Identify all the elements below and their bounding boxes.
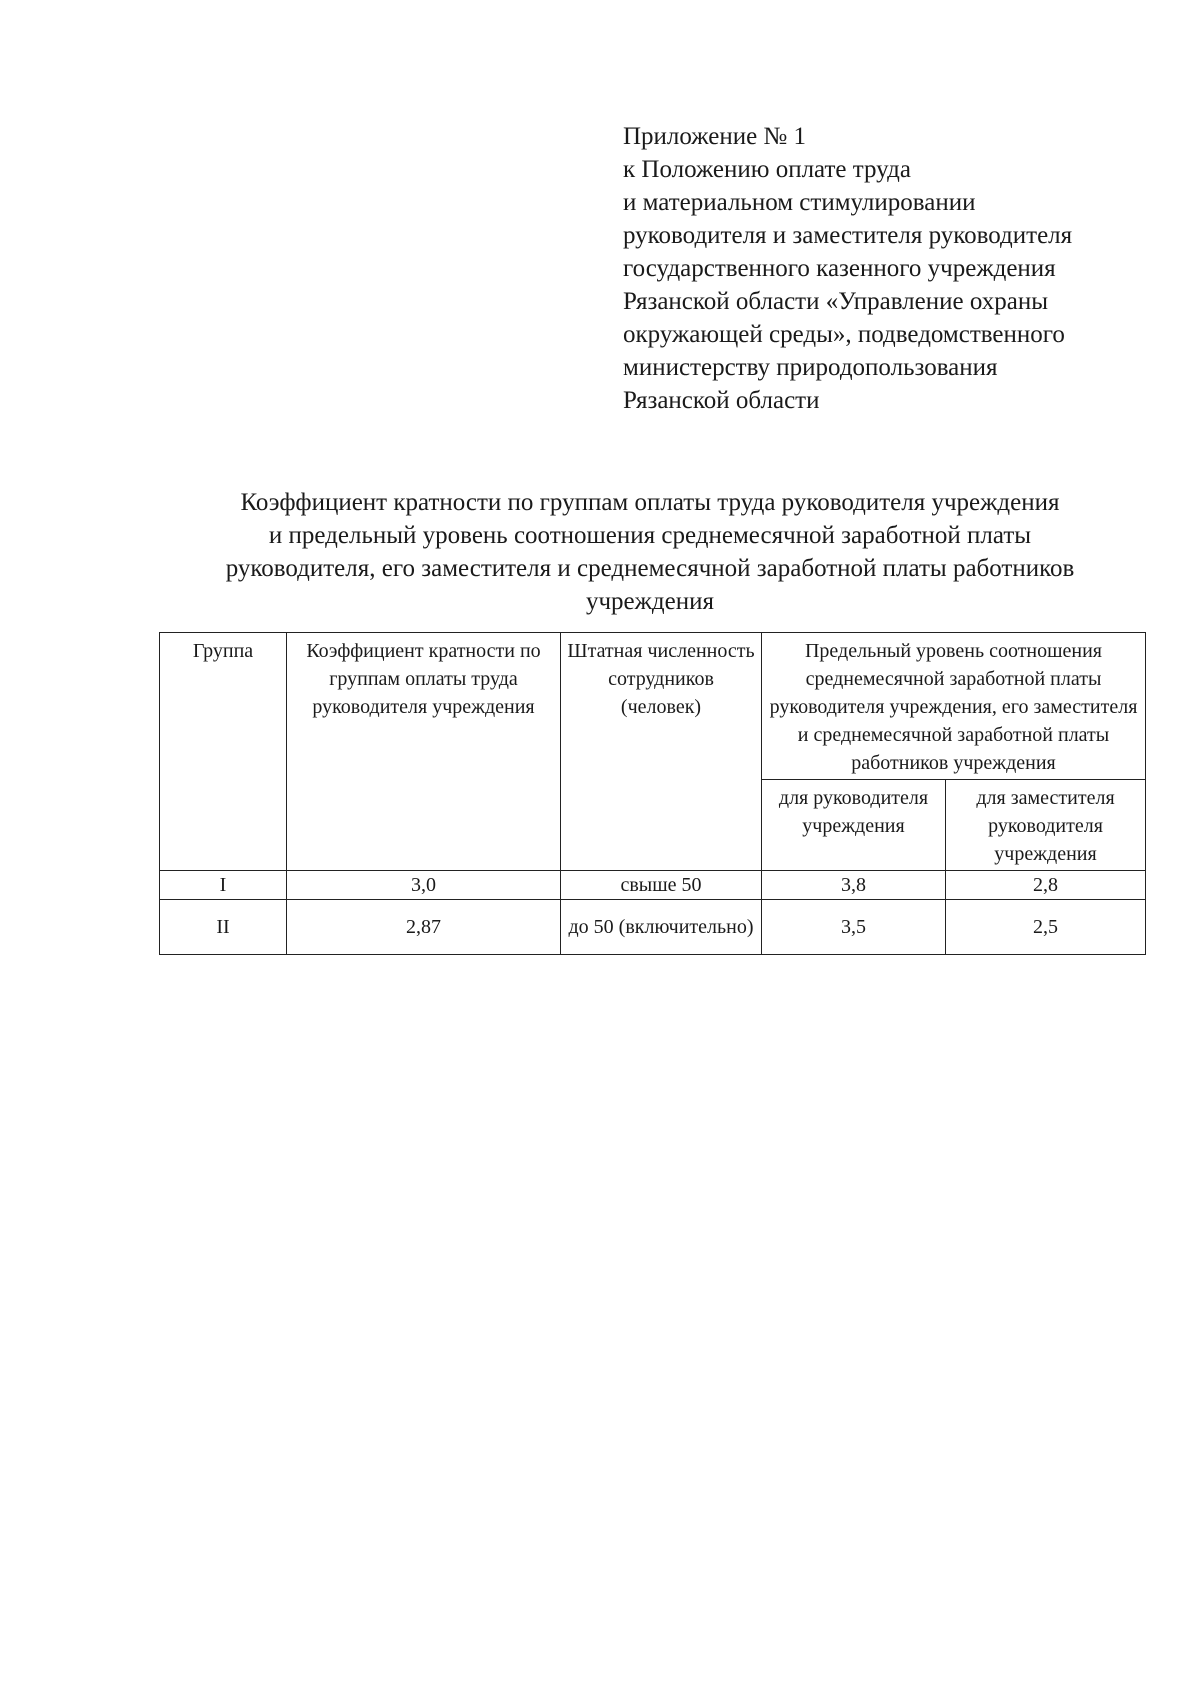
cell-group: I (160, 871, 287, 900)
header-ratio-deputy (946, 780, 1146, 871)
title-line: руководителя, его заместителя и среднемесячной заработной платы работников (225, 555, 1075, 582)
appendix-line: Рязанской области «Управление охраны (623, 288, 1048, 315)
appendix-note (623, 120, 1163, 417)
header-ratio-label: Предельный уровень соотношения среднемесячной заработной платы руководителя учреждения, его заместителя и среднемесячной заработной платы работников учреждения (769, 640, 1138, 774)
cell-ratio-head: 3,5 (762, 900, 946, 955)
header-ratio-deputy-label: для заместителя руководителя учреждения (976, 787, 1115, 865)
title-line: и предельный уровень соотношения среднемесячной заработной платы (268, 522, 1032, 549)
header-group (160, 633, 287, 871)
cell-coefficient: 3,0 (287, 871, 561, 900)
appendix-line: окружающей среды», подведомственного (623, 321, 1065, 348)
header-ratio-head (762, 780, 946, 871)
cell-ratio-deputy: 2,5 (946, 900, 1146, 955)
cell-group: II (160, 900, 287, 955)
header-ratio-head-label: для руководителя учреждения (778, 787, 929, 837)
appendix-line: министерству природопользования (623, 354, 998, 381)
cell-staff: свыше 50 (561, 871, 762, 900)
cell-ratio-deputy: 2,8 (946, 871, 1146, 900)
header-coefficient-label: Коэффициент кратности по группам оплаты труда руководителя учреждения (306, 640, 541, 718)
appendix-line: Приложение № 1 (623, 123, 807, 150)
table-row (160, 871, 1146, 900)
table-header-row (160, 633, 1146, 780)
appendix-line: и материальном стимулировании (623, 189, 976, 216)
cell-staff: до 50 (включительно) (561, 900, 762, 955)
table-row (160, 900, 1146, 955)
appendix-line: Рязанской области (623, 387, 820, 414)
cell-ratio-head: 3,8 (762, 871, 946, 900)
appendix-line: руководителя и заместителя руководителя (623, 222, 1073, 249)
header-staff (561, 633, 762, 871)
appendix-line: государственного казенного учреждения (623, 255, 1056, 282)
header-coefficient (287, 633, 561, 871)
cell-coefficient: 2,87 (287, 900, 561, 955)
coefficient-table (159, 632, 1146, 955)
appendix-line: к Положению оплате труда (623, 156, 911, 183)
header-ratio (762, 633, 1146, 780)
document-title (150, 486, 1150, 618)
header-staff-label: Штатная численность сотрудников (человек) (567, 640, 755, 718)
title-line: Коэффициент кратности по группам оплаты труда руководителя учреждения (240, 489, 1060, 516)
title-line: учреждения (585, 588, 714, 615)
header-group-label: Группа (192, 640, 254, 662)
